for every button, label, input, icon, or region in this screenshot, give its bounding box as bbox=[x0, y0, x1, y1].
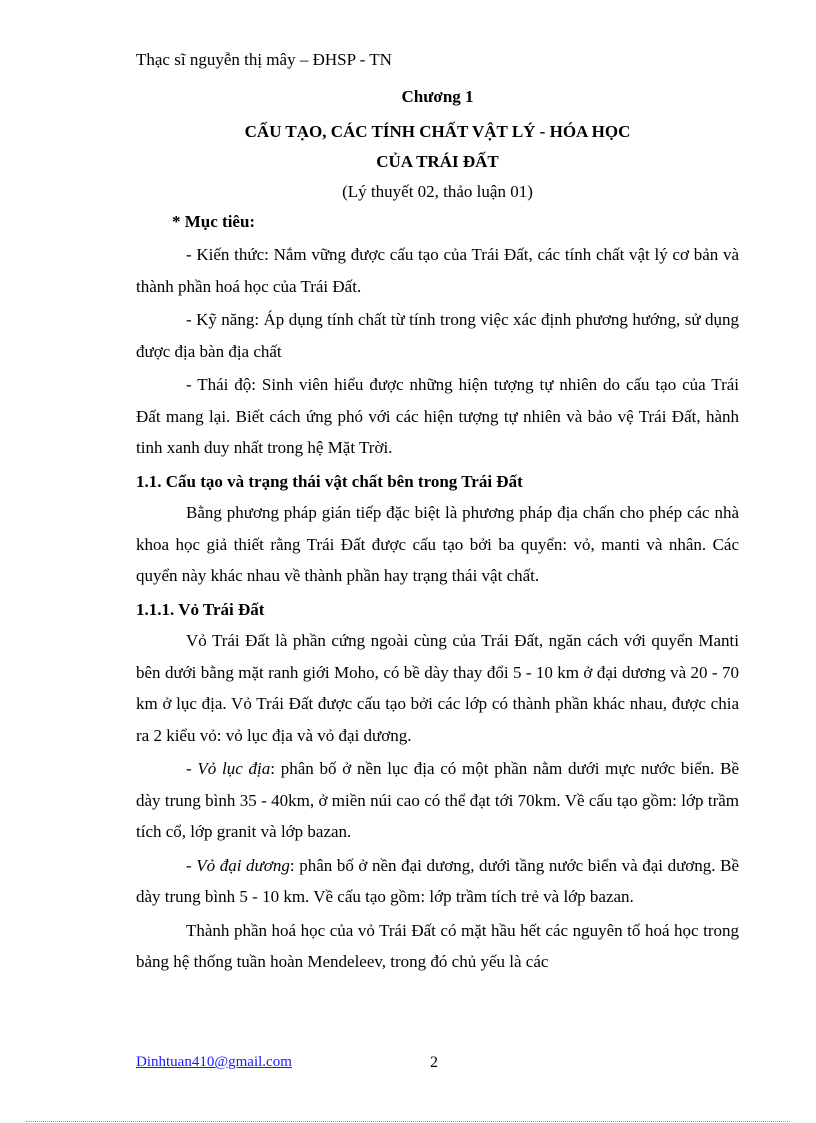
chapter-title-line-2: CỦA TRÁI ĐẤT bbox=[376, 152, 499, 171]
objective-knowledge: - Kiến thức: Nắm vững được cấu tạo của Trái Đất, các tính chất vật lý cơ bản và thành phần hoá học của Trái Đất. bbox=[136, 245, 739, 296]
chapter-subtitle: (Lý thuyết 02, thảo luận 01) bbox=[342, 182, 533, 201]
section-heading-1-1: 1.1. Cấu tạo và trạng thái vật chất bên trong Trái Đất bbox=[136, 471, 523, 491]
chapter-number: Chương 1 bbox=[401, 87, 474, 106]
continental-crust-text: : phân bố ở nền lục địa có một phần nằm dưới mực nước biển. Bề dày trung bình 35 - 40km, ở miền núi cao có thể đạt tới 70km. Về cấu tạo gồm: lớp trầm tích cổ, lớp granit và lớp bazan. bbox=[136, 759, 739, 841]
objective-skills: - Kỹ năng: Áp dụng tính chất từ tính trong việc xác định phương hướng, sử dụng được địa bàn địa chất bbox=[136, 310, 739, 361]
author-header: Thạc sĩ nguyễn thị mây – ĐHSP - TN bbox=[136, 50, 392, 69]
chapter-title-line-1: CẤU TẠO, CÁC TÍNH CHẤT VẬT LÝ - HÓA HỌC bbox=[244, 122, 631, 141]
objective-attitude: - Thái độ: Sinh viên hiểu được những hiện tượng tự nhiên do cấu tạo của Trái Đất mang lại. Biết cách ứng phó với các hiện tượng tự nhiên và bảo vệ Trái Đất, hành tinh xanh duy nhất trong hệ Mặt Trời. bbox=[136, 375, 739, 457]
page-bottom-divider bbox=[26, 1121, 790, 1122]
footer-email-link[interactable]: Dinhtuan410@gmail.com bbox=[136, 1054, 292, 1070]
crust-paragraph: Vỏ Trái Đất là phần cứng ngoài cùng của Trái Đất, ngăn cách với quyển Manti bên dưới bằng mặt ranh giới Moho, có bề dày thay đổi 5 - 10 km ở đại dương và 20 - 70 km ở lục địa. Vỏ Trái Đất được cấu tạo bởi các lớp có thành phần khác nhau, được chia ra 2 kiểu vỏ: vỏ lục địa và vỏ đại dương. bbox=[136, 631, 739, 745]
oceanic-crust-term: Vỏ đại dương bbox=[196, 855, 290, 875]
objectives-heading: * Mục tiêu: bbox=[172, 212, 256, 231]
chemical-composition-paragraph: Thành phần hoá học của vỏ Trái Đất có mặt hầu hết các nguyên tố hoá học trong bảng hệ thống tuần hoàn Mendeleev, trong đó chủ yếu là các bbox=[136, 920, 739, 971]
continental-crust-paragraph: - Vỏ lục địa: phân bố ở nền lục địa có một phần nằm dưới mực nước biển. Bề dày trung bình 35 - 40km, ở miền núi cao có thể đạt tới 70km. Về cấu tạo gồm: lớp trầm tích cổ, lớp granit và lớp bazan. bbox=[136, 759, 739, 841]
oceanic-crust-text: : phân bố ở nền đại dương, dưới tầng nước biển và đại dương. Bề dày trung bình 5 - 10 km. Về cấu tạo gồm: lớp trầm tích trẻ và lớp bazan. bbox=[136, 855, 740, 906]
oceanic-crust-paragraph: - Vỏ đại dương: phân bố ở nền đại dương, dưới tầng nước biển và đại dương. Bề dày trung bình 5 - 10 km. Về cấu tạo gồm: lớp trầm tích trẻ và lớp bazan. bbox=[136, 855, 740, 906]
continental-crust-term: Vỏ lục địa bbox=[197, 759, 271, 778]
page-number: 2 bbox=[430, 1054, 438, 1071]
section-1-1-paragraph: Bằng phương pháp gián tiếp đặc biệt là phương pháp địa chấn cho phép các nhà khoa học giả thiết rằng Trái Đất được cấu tạo bởi ba quyển: vỏ, manti và nhân. Các quyển này khác nhau về thành phần hay trạng thái vật chất. bbox=[136, 503, 739, 585]
page-content bbox=[136, 48, 739, 980]
page-footer bbox=[136, 1054, 739, 1078]
section-heading-1-1-1: 1.1.1. Vỏ Trái Đất bbox=[136, 599, 265, 619]
